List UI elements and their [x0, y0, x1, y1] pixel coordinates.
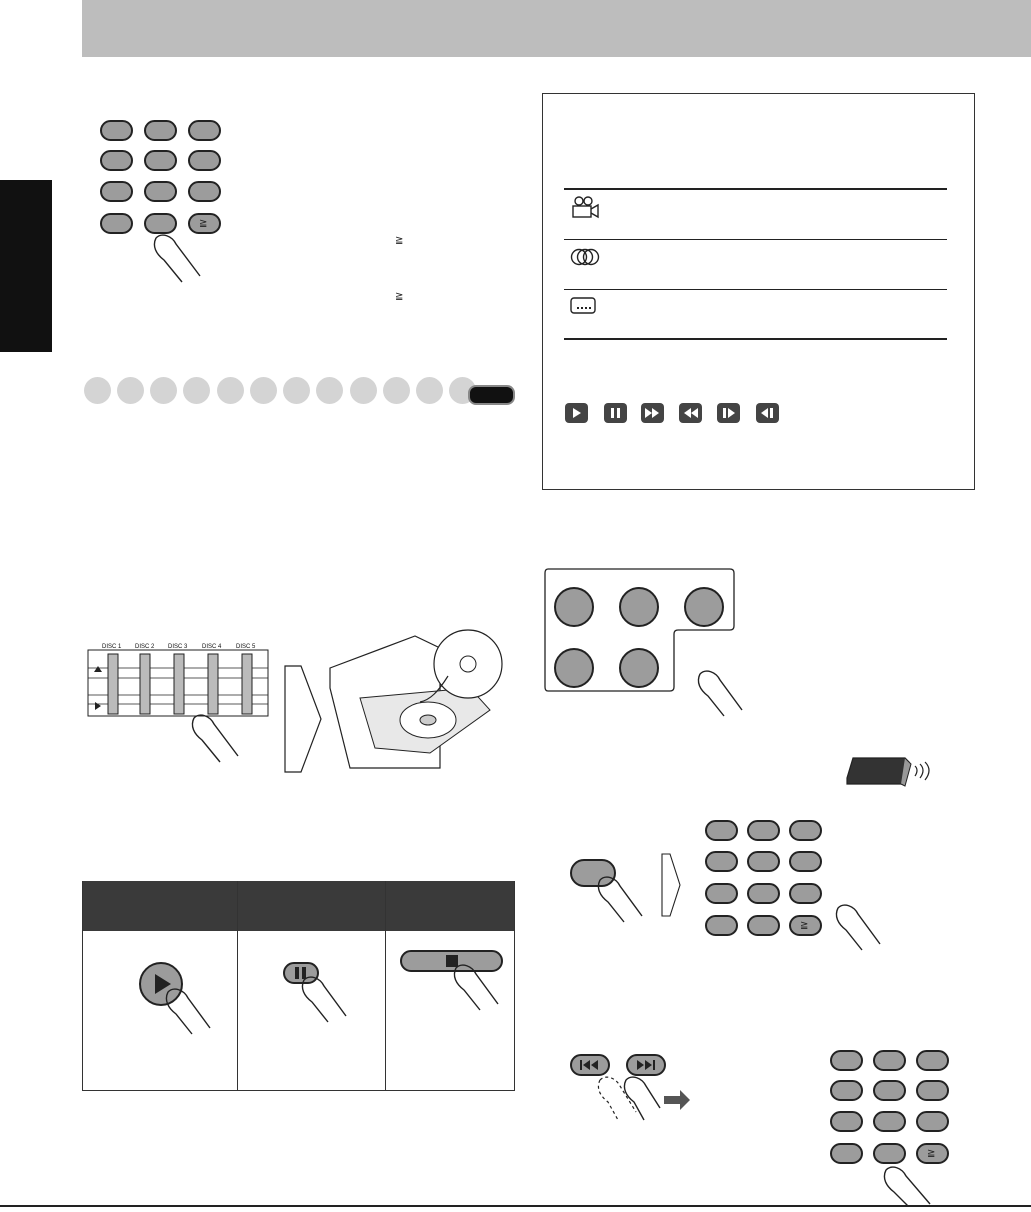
dot — [217, 377, 244, 404]
disc-tray-illustration — [320, 628, 515, 773]
dot — [316, 377, 343, 404]
dot — [250, 377, 277, 404]
table-right-border — [514, 881, 515, 1090]
keypad-glyph: ≧ — [199, 218, 208, 229]
play-icon — [565, 403, 588, 423]
step-arrow-right — [660, 852, 684, 918]
keypad-button[interactable] — [188, 120, 221, 141]
step-arrow-right — [283, 664, 323, 774]
keypad-glyph: ≧ — [927, 1148, 936, 1159]
audio-language-icon — [569, 247, 603, 267]
skip-forward-button[interactable] — [626, 1054, 666, 1076]
dot — [383, 377, 410, 404]
keypad-button[interactable] — [830, 1080, 863, 1101]
keypad-button[interactable] — [100, 181, 133, 202]
side-section-tab — [0, 180, 52, 352]
keypad-button[interactable] — [144, 120, 177, 141]
dot — [283, 377, 310, 404]
keypad-button[interactable] — [705, 915, 738, 936]
disc-button[interactable] — [619, 587, 659, 627]
info-rule — [564, 188, 947, 190]
disc-label-2: DISC 2 — [135, 644, 155, 650]
pointing-finger-icon — [692, 668, 748, 718]
skip-forward-icon — [628, 1056, 664, 1074]
info-rule — [564, 239, 947, 240]
keypad-button[interactable] — [188, 181, 221, 202]
disc-label-4: DISC 4 — [202, 644, 222, 650]
keypad-button[interactable] — [705, 883, 738, 904]
dot — [416, 377, 443, 404]
keypad-button[interactable] — [873, 1080, 906, 1101]
keypad-button[interactable] — [830, 1143, 863, 1164]
keypad-button[interactable] — [830, 1050, 863, 1071]
fast-forward-icon — [641, 403, 664, 423]
skip-back-icon — [572, 1056, 608, 1074]
disc-button[interactable] — [554, 648, 594, 688]
keypad-button[interactable] — [144, 150, 177, 171]
table-divider — [385, 881, 386, 1090]
keypad-button[interactable] — [100, 213, 133, 234]
keypad-button[interactable] — [188, 150, 221, 171]
dot — [183, 377, 210, 404]
keypad-plus10-button[interactable] — [188, 213, 221, 234]
disc-label-3: DISC 3 — [168, 644, 188, 650]
dot — [150, 377, 177, 404]
pointing-finger-icon — [830, 902, 886, 952]
page-header-bar — [82, 0, 1031, 57]
pointing-finger-icon — [878, 1164, 938, 1208]
slow-forward-icon — [717, 403, 740, 423]
dot — [350, 377, 377, 404]
keypad-button[interactable] — [705, 851, 738, 872]
keypad-button[interactable] — [916, 1080, 949, 1101]
pointing-finger-icon — [592, 874, 648, 924]
table-divider — [237, 881, 238, 1090]
pointing-finger-icon — [148, 232, 208, 284]
keypad-button[interactable] — [100, 150, 133, 171]
dot — [84, 377, 111, 404]
disc-button[interactable] — [619, 648, 659, 688]
table-header-cell — [82, 881, 238, 931]
table-bottom-border — [82, 1090, 515, 1091]
keypad-button[interactable] — [830, 1111, 863, 1132]
keypad-button[interactable] — [789, 820, 822, 841]
subtitle-icon — [570, 297, 600, 317]
ge-mark: ≧ — [395, 235, 404, 246]
keypad-button[interactable] — [747, 883, 780, 904]
table-header-cell — [386, 881, 515, 931]
pointing-finger-icon — [160, 986, 216, 1036]
keypad-button[interactable] — [916, 1111, 949, 1132]
disc-label-1: DISC 1 — [102, 644, 122, 650]
keypad-button[interactable] — [747, 915, 780, 936]
ge-mark: ≧ — [395, 291, 404, 302]
table-header-cell — [238, 881, 386, 931]
info-box — [542, 93, 975, 490]
info-rule — [564, 289, 947, 290]
keypad-button[interactable] — [789, 851, 822, 872]
table-left-border — [82, 881, 83, 1090]
section-badge — [468, 385, 515, 405]
remote-control-icon — [843, 754, 943, 790]
keypad-button[interactable] — [144, 213, 177, 234]
disc-button[interactable] — [554, 587, 594, 627]
numeric-keypad-right-middle — [705, 820, 825, 940]
slow-reverse-icon — [756, 403, 779, 423]
keypad-glyph: ≧ — [800, 920, 809, 931]
disc-button[interactable] — [684, 587, 724, 627]
dot — [117, 377, 144, 404]
pointing-finger-icon — [592, 1074, 692, 1124]
keypad-button[interactable] — [873, 1050, 906, 1071]
keypad-button[interactable] — [747, 820, 780, 841]
rewind-icon — [679, 403, 702, 423]
keypad-plus10-button[interactable] — [789, 915, 822, 936]
dot-row — [84, 377, 514, 407]
keypad-button[interactable] — [789, 883, 822, 904]
keypad-button[interactable] — [873, 1143, 906, 1164]
numeric-keypad-bottom-right — [830, 1050, 950, 1170]
keypad-button[interactable] — [100, 120, 133, 141]
keypad-plus10-button[interactable] — [916, 1143, 949, 1164]
camera-angle-icon — [570, 196, 602, 220]
pointing-finger-icon — [296, 974, 352, 1024]
keypad-button[interactable] — [747, 851, 780, 872]
keypad-button[interactable] — [705, 820, 738, 841]
skip-back-button[interactable] — [570, 1054, 610, 1076]
keypad-button[interactable] — [144, 181, 177, 202]
keypad-button[interactable] — [873, 1111, 906, 1132]
pointing-finger-icon — [448, 962, 504, 1012]
numeric-keypad-top-left — [100, 120, 230, 240]
pause-icon — [604, 403, 627, 423]
info-rule — [564, 338, 947, 340]
keypad-button[interactable] — [916, 1050, 949, 1071]
disc-label-5: DISC 5 — [236, 644, 256, 650]
page-bottom-rule — [0, 1205, 1031, 1207]
pointing-finger-icon — [186, 712, 246, 764]
